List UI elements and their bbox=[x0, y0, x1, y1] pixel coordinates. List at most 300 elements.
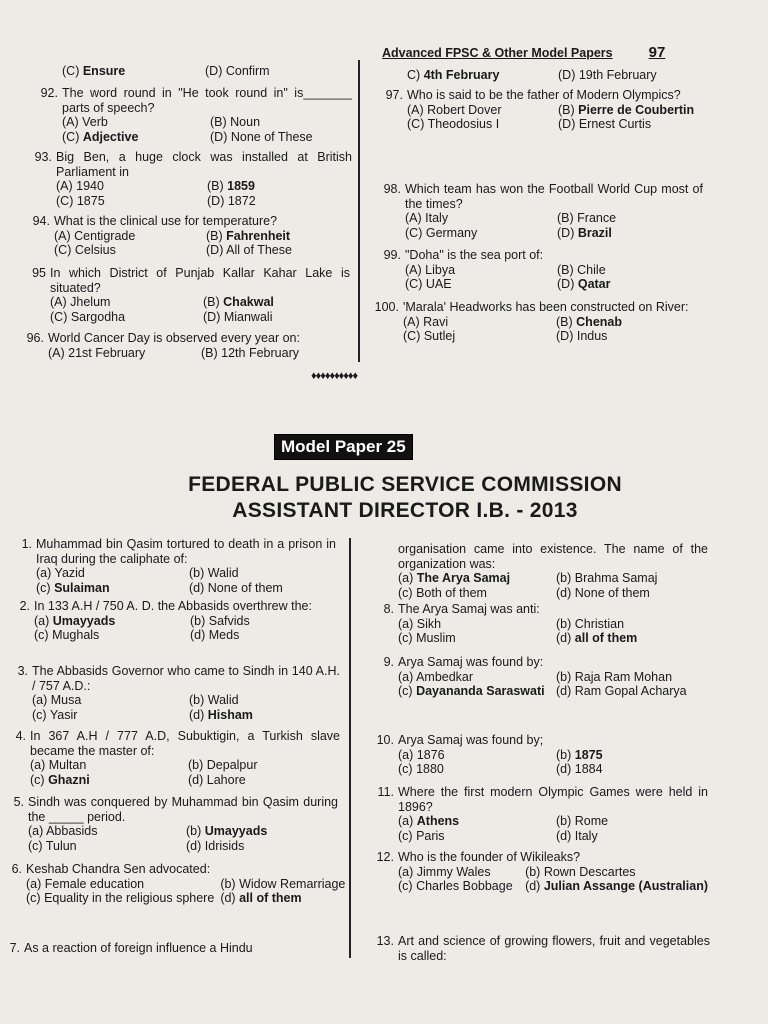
option-text: 1884 bbox=[574, 762, 603, 776]
question-text: The Arya Samaj was anti: bbox=[398, 602, 540, 616]
option-letter: (a) bbox=[398, 814, 414, 828]
option-text: Libya bbox=[425, 262, 456, 277]
option bbox=[186, 824, 338, 839]
option-letter: (A) bbox=[50, 295, 67, 309]
option-letter: (D) bbox=[557, 225, 575, 240]
option bbox=[189, 566, 336, 581]
option-letter: (b) bbox=[220, 876, 236, 891]
option-text: Confirm bbox=[225, 64, 270, 78]
option-text: Christian bbox=[574, 616, 625, 631]
question-number: 99. bbox=[383, 248, 401, 262]
option-text: Abbasids bbox=[46, 824, 98, 838]
option-text: Ambedkar bbox=[416, 669, 474, 684]
option bbox=[188, 773, 340, 788]
option-answer-text: Dayananda Saraswati bbox=[416, 684, 545, 698]
option bbox=[220, 877, 345, 892]
option bbox=[398, 631, 550, 646]
option-letter: (C) bbox=[403, 329, 421, 343]
option-text: None of them bbox=[574, 585, 650, 600]
question-3 bbox=[17, 664, 340, 722]
question-text: Where the first modern Olympic Games were held in 1896? bbox=[398, 785, 708, 814]
options bbox=[30, 758, 340, 787]
option bbox=[556, 617, 708, 632]
option-answer-text: 1875 bbox=[574, 747, 603, 762]
question-text: Keshab Chandra Sen advocated: bbox=[26, 862, 211, 876]
question-number: 3. bbox=[17, 664, 28, 678]
option-text: Mianwali bbox=[223, 309, 273, 324]
option bbox=[398, 684, 550, 699]
question-95 bbox=[32, 266, 350, 324]
option-letter: (B) bbox=[558, 102, 575, 117]
option bbox=[398, 879, 519, 894]
question-1 bbox=[21, 537, 336, 595]
option bbox=[403, 315, 550, 330]
option bbox=[556, 748, 708, 763]
option bbox=[189, 581, 336, 596]
options bbox=[405, 263, 703, 292]
option bbox=[207, 194, 352, 209]
option-answer-text: Athens bbox=[416, 814, 460, 828]
question-text: Who is said to be the father of Modern Olympics? bbox=[407, 88, 681, 102]
option bbox=[36, 581, 183, 596]
question-97 bbox=[385, 88, 703, 132]
option-answer-text: The Arya Samaj bbox=[416, 571, 511, 585]
option-letter: C) bbox=[407, 68, 421, 82]
option-text: Chile bbox=[577, 262, 606, 277]
option-text: Sikh bbox=[416, 616, 442, 631]
option-text: Widow Remarriage bbox=[239, 876, 346, 891]
option-text: None of them bbox=[207, 580, 283, 595]
option-text: Charles Bobbage bbox=[416, 879, 513, 893]
option-text: Walid bbox=[207, 693, 239, 707]
option-answer-text: Chenab bbox=[576, 314, 622, 329]
option bbox=[398, 829, 550, 844]
option-letter: (a) bbox=[398, 864, 414, 879]
option-text: Depalpur bbox=[206, 758, 258, 772]
option bbox=[525, 879, 708, 894]
option bbox=[557, 263, 703, 278]
option-answer-text: Fahrenheit bbox=[226, 228, 291, 243]
option bbox=[556, 814, 708, 829]
option bbox=[398, 762, 550, 777]
option-letter: (a) bbox=[398, 571, 414, 585]
question-text: In 133 A.H / 750 A. D. the Abbasids overthrew the: bbox=[34, 599, 312, 613]
option bbox=[26, 891, 214, 906]
option bbox=[556, 315, 703, 330]
title-line-2: ASSISTANT DIRECTOR I.B. - 2013 bbox=[232, 499, 578, 522]
question-number: 10. bbox=[376, 733, 394, 747]
option-letter: (c) bbox=[30, 772, 45, 787]
option-letter: (A) bbox=[48, 345, 65, 360]
option bbox=[525, 865, 708, 880]
option bbox=[54, 229, 200, 244]
option-letter: (C) bbox=[405, 277, 423, 291]
option-text: Rome bbox=[574, 814, 609, 828]
option-answer-text: Umayyads bbox=[52, 613, 116, 628]
option-text: Germany bbox=[425, 225, 478, 240]
option bbox=[207, 179, 352, 194]
option-text: Sargodha bbox=[70, 309, 126, 324]
option-answer-text: Qatar bbox=[577, 277, 611, 291]
option-letter: (b) bbox=[556, 616, 572, 631]
option bbox=[220, 891, 345, 906]
option-text: Mughals bbox=[52, 628, 100, 642]
option-letter: (c) bbox=[34, 628, 49, 642]
question-99 bbox=[383, 248, 703, 292]
option-letter: (B) bbox=[556, 314, 573, 329]
option bbox=[32, 693, 183, 708]
option-text: None of These bbox=[230, 129, 313, 144]
option bbox=[62, 64, 199, 79]
option-text: Multan bbox=[48, 758, 87, 772]
title-line-1: FEDERAL PUBLIC SERVICE COMMISSION bbox=[188, 473, 622, 496]
question-text: "Doha" is the sea port of: bbox=[405, 248, 544, 262]
option-letter: (d) bbox=[556, 585, 572, 600]
option-letter: (d) bbox=[188, 772, 204, 787]
option bbox=[26, 877, 214, 892]
options bbox=[62, 115, 352, 144]
option-letter: (D) bbox=[207, 193, 225, 208]
column-divider-top bbox=[358, 60, 360, 362]
option-letter: (C) bbox=[62, 64, 80, 78]
option-text: Female education bbox=[44, 876, 145, 891]
option-text: 19th February bbox=[578, 68, 657, 82]
option bbox=[54, 243, 200, 258]
question-text: As a reaction of foreign influence a Hindu bbox=[24, 941, 253, 955]
option-letter: (c) bbox=[398, 828, 413, 843]
option bbox=[398, 748, 550, 763]
options bbox=[32, 693, 340, 722]
option bbox=[405, 211, 551, 226]
option bbox=[201, 346, 348, 361]
option-letter: (C) bbox=[405, 225, 423, 240]
option-letter: (A) bbox=[54, 228, 71, 243]
option bbox=[557, 211, 703, 226]
question-10 bbox=[376, 733, 708, 777]
question-6 bbox=[11, 862, 346, 906]
option-letter: (d) bbox=[189, 580, 205, 595]
option-letter: (b) bbox=[556, 814, 572, 828]
option-text: Italy bbox=[574, 828, 598, 843]
option bbox=[50, 310, 197, 325]
option-letter: (b) bbox=[189, 566, 205, 580]
option bbox=[556, 571, 708, 586]
option-letter: (a) bbox=[36, 566, 52, 580]
options bbox=[398, 814, 708, 843]
question-number: 4. bbox=[15, 729, 26, 743]
option-letter: (B) bbox=[557, 211, 574, 225]
option-letter: (a) bbox=[398, 747, 414, 762]
option bbox=[56, 194, 201, 209]
option-text: Sutlej bbox=[423, 329, 456, 343]
question-100 bbox=[374, 300, 703, 344]
options bbox=[403, 315, 703, 344]
option-text: Yazid bbox=[54, 566, 85, 580]
option-letter: (A) bbox=[405, 262, 422, 277]
option bbox=[210, 115, 352, 130]
option-answer-text: Ensure bbox=[82, 64, 126, 78]
option bbox=[407, 103, 552, 118]
option-letter: (d) bbox=[189, 707, 205, 722]
question-number: 95 bbox=[32, 266, 46, 280]
option-text: UAE bbox=[425, 277, 452, 291]
question-number: 97. bbox=[385, 88, 403, 102]
option-letter: (C) bbox=[56, 193, 74, 208]
question-number: 11. bbox=[377, 785, 394, 799]
option-letter: (C) bbox=[50, 309, 68, 324]
option-answer-text: Adjective bbox=[82, 129, 139, 144]
option-letter: (C) bbox=[62, 129, 80, 144]
question-number: 98. bbox=[383, 182, 401, 196]
question-text: In which District of Punjab Kallar Kahar Lake is situated? bbox=[50, 266, 350, 295]
option-letter: (A) bbox=[407, 102, 424, 117]
option-letter: (B) bbox=[206, 228, 223, 243]
options bbox=[62, 64, 342, 79]
option-answer-text: Sulaiman bbox=[54, 580, 110, 595]
question-number: 6. bbox=[11, 862, 22, 876]
model-paper-label: Model Paper 25 bbox=[274, 434, 413, 460]
option-letter: (d) bbox=[556, 631, 572, 645]
option-letter: (a) bbox=[398, 616, 414, 631]
question-93 bbox=[34, 150, 352, 208]
header-title: Advanced FPSC & Other Model Papers bbox=[382, 46, 613, 60]
option-letter: (C) bbox=[54, 243, 72, 257]
option-letter: (D) bbox=[205, 64, 223, 78]
option-answer-text: Pierre de Coubertin bbox=[578, 102, 695, 117]
question-text: Sindh was conquered by Muhammad bin Qasim during the _____ period. bbox=[28, 795, 338, 824]
question-96 bbox=[26, 331, 348, 360]
option bbox=[50, 295, 197, 310]
question-text: What is the clinical use for temperature? bbox=[54, 214, 278, 228]
option-letter: (A) bbox=[56, 179, 73, 193]
option-text: Centigrade bbox=[74, 228, 136, 243]
option-letter: (c) bbox=[398, 585, 413, 600]
option-text: Both of them bbox=[416, 585, 487, 600]
options bbox=[398, 748, 708, 777]
option bbox=[558, 103, 703, 118]
question-text: The word round in "He took round in" is_______ parts of speech? bbox=[62, 86, 352, 115]
option bbox=[189, 708, 340, 723]
question-number: 7. bbox=[9, 941, 20, 955]
question-7-continued bbox=[398, 542, 708, 600]
options bbox=[34, 614, 340, 643]
options bbox=[26, 876, 346, 906]
option-text: 1940 bbox=[76, 179, 104, 193]
option-text: Verb bbox=[82, 115, 108, 129]
option-text: Jhelum bbox=[70, 295, 111, 309]
question-text: Which team has won the Football World Cup most of the times? bbox=[405, 182, 703, 211]
option-letter: (A) bbox=[62, 115, 79, 129]
option-letter: (c) bbox=[398, 762, 413, 776]
question-13 bbox=[376, 934, 710, 963]
option-answer-text: all of them bbox=[239, 891, 302, 905]
option bbox=[407, 117, 552, 132]
question-7 bbox=[9, 941, 336, 956]
option-letter: (a) bbox=[398, 669, 414, 684]
option-letter: (B) bbox=[207, 179, 224, 193]
option bbox=[186, 839, 338, 854]
question-5 bbox=[13, 795, 338, 853]
option-letter: (c) bbox=[398, 879, 413, 893]
option-text: Walid bbox=[207, 566, 239, 580]
option-letter: (A) bbox=[405, 211, 422, 225]
options bbox=[405, 211, 703, 240]
option-text: Raja Ram Mohan bbox=[574, 669, 673, 684]
option bbox=[556, 631, 708, 646]
option bbox=[189, 693, 340, 708]
option-letter: (d) bbox=[556, 828, 572, 843]
option-text: 21st February bbox=[68, 345, 146, 360]
option-text: Muslim bbox=[416, 631, 456, 645]
options bbox=[56, 179, 352, 208]
question-text: Arya Samaj was found by: bbox=[398, 655, 544, 669]
option-letter: (c) bbox=[398, 684, 413, 698]
option-text: Ram Gopal Acharya bbox=[574, 684, 687, 698]
options bbox=[54, 229, 352, 258]
question-number: 93. bbox=[34, 150, 52, 164]
option bbox=[205, 64, 342, 79]
option bbox=[557, 277, 703, 292]
option bbox=[405, 226, 551, 241]
question-number: 92. bbox=[40, 86, 58, 100]
option-text: Noun bbox=[230, 115, 261, 129]
option-letter: (b) bbox=[556, 747, 572, 762]
option-text: Rown Descartes bbox=[543, 864, 636, 879]
option-letter: (D) bbox=[557, 277, 575, 291]
option-text: Tulun bbox=[45, 838, 77, 853]
options bbox=[398, 670, 708, 699]
question-number: 9. bbox=[383, 655, 394, 669]
question-8 bbox=[383, 602, 708, 646]
option bbox=[210, 130, 352, 145]
option-letter: (D) bbox=[206, 243, 224, 257]
option-letter: (B) bbox=[201, 345, 218, 360]
option bbox=[398, 571, 550, 586]
option-letter: (b) bbox=[556, 669, 572, 684]
option-letter: (d) bbox=[556, 762, 572, 776]
column-divider-bottom bbox=[349, 538, 351, 958]
option bbox=[190, 614, 340, 629]
option bbox=[34, 628, 184, 643]
option-letter: (a) bbox=[26, 876, 42, 891]
question-9 bbox=[383, 655, 708, 699]
option bbox=[405, 263, 551, 278]
option-answer-text: 1859 bbox=[227, 179, 255, 193]
question-text: Art and science of growing flowers, fruit and vegetables is called: bbox=[398, 934, 710, 963]
options bbox=[36, 566, 336, 595]
option bbox=[403, 329, 550, 344]
question-number: 2. bbox=[19, 599, 30, 613]
question-text: 'Marala' Headworks has been constructed on River: bbox=[403, 300, 689, 314]
option-answer-text: Brazil bbox=[577, 225, 612, 240]
option bbox=[558, 117, 703, 132]
option-letter: (C) bbox=[407, 117, 425, 131]
option-letter: (D) bbox=[203, 309, 221, 324]
options bbox=[398, 617, 708, 646]
option bbox=[28, 824, 180, 839]
question-text: Who is the founder of Wikileaks? bbox=[398, 850, 581, 864]
option bbox=[405, 277, 551, 292]
option-answer-text: 4th February bbox=[423, 68, 500, 82]
option bbox=[30, 773, 182, 788]
option-answer-text: Ghazni bbox=[48, 772, 90, 787]
question-number: 13. bbox=[376, 934, 394, 948]
option bbox=[398, 865, 519, 880]
option bbox=[407, 68, 552, 83]
question-number: 96. bbox=[26, 331, 44, 345]
option-text: 1876 bbox=[416, 747, 445, 762]
option-letter: (a) bbox=[32, 693, 48, 707]
question-2 bbox=[19, 599, 340, 643]
option-letter: (D) bbox=[558, 117, 576, 131]
options bbox=[28, 824, 338, 853]
option-letter: (B) bbox=[557, 262, 574, 277]
option-letter: (B) bbox=[210, 115, 227, 129]
option bbox=[556, 586, 708, 601]
option-letter: (d) bbox=[186, 838, 202, 853]
question-text: organisation came into existence. The name of the organization was: bbox=[398, 542, 708, 571]
option bbox=[556, 829, 708, 844]
option bbox=[556, 762, 708, 777]
question-91-continued bbox=[62, 64, 342, 79]
question-number: 1. bbox=[21, 537, 32, 551]
option bbox=[28, 839, 180, 854]
option-letter: (a) bbox=[28, 824, 44, 838]
option-letter: (D) bbox=[558, 68, 576, 82]
option bbox=[62, 130, 204, 145]
option bbox=[206, 243, 352, 258]
question-12 bbox=[376, 850, 708, 894]
option bbox=[34, 614, 184, 629]
option-text: Robert Dover bbox=[427, 102, 502, 117]
option bbox=[556, 684, 708, 699]
option-letter: (a) bbox=[34, 613, 50, 628]
option bbox=[398, 617, 550, 632]
option-letter: (A) bbox=[403, 314, 420, 329]
option-letter: (c) bbox=[32, 707, 47, 722]
option bbox=[190, 628, 340, 643]
question-text: The Abbasids Governor who came to Sindh in 140 A.H. / 757 A.D.: bbox=[32, 664, 340, 693]
option-text: Yasir bbox=[49, 707, 78, 722]
option-text: All of These bbox=[226, 243, 292, 257]
option-text: 1872 bbox=[227, 193, 256, 208]
option-text: Safvids bbox=[208, 613, 250, 628]
options bbox=[50, 295, 350, 324]
option-text: Indus bbox=[576, 329, 608, 343]
question-text: Muhammad bin Qasim tortured to death in a prison in Iraq during the caliphate of: bbox=[36, 537, 336, 566]
question-98 bbox=[383, 182, 703, 240]
option-text: Meds bbox=[208, 628, 240, 642]
question-number: 5. bbox=[13, 795, 24, 809]
option-letter: (d) bbox=[220, 891, 236, 905]
option-text: Jimmy Wales bbox=[416, 864, 491, 879]
option bbox=[203, 310, 350, 325]
page-header bbox=[382, 44, 665, 61]
option-text: Equality in the religious sphere bbox=[44, 891, 215, 905]
option-letter: (d) bbox=[190, 628, 206, 642]
option-letter: (b) bbox=[186, 824, 202, 838]
option-text: France bbox=[577, 211, 617, 225]
question-92 bbox=[40, 86, 352, 144]
option-letter: (c) bbox=[398, 631, 413, 645]
option-letter: (d) bbox=[556, 684, 572, 698]
question-4 bbox=[15, 729, 340, 787]
options bbox=[407, 68, 703, 83]
option bbox=[398, 814, 550, 829]
option-text: Ernest Curtis bbox=[578, 117, 652, 131]
option-text: 12th February bbox=[221, 345, 299, 360]
option-letter: (b) bbox=[525, 864, 541, 879]
